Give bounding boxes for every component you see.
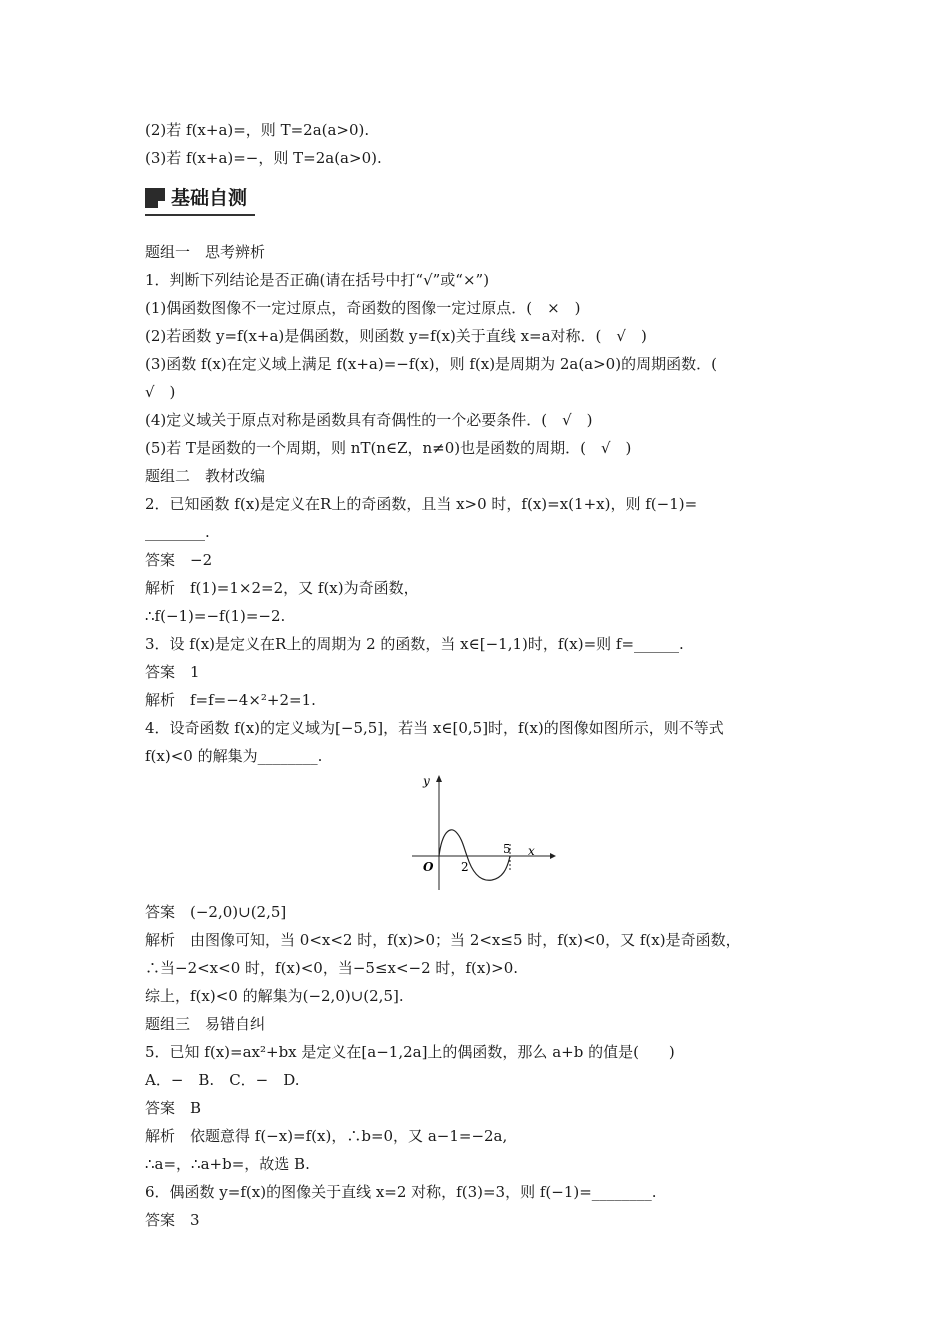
question-1-item-4: (4)定义域关于原点对称是函数具有奇偶性的一个必要条件．( √ ) [145, 411, 593, 429]
group-heading: 题组三 易错自纠 [145, 1015, 266, 1033]
x-tick-label-5: 5 [503, 842, 511, 856]
question-6-stem: 6．偶函数 y=f(x)的图像关于直线 x=2 对称，f(3)=3，则 f(−1)=________. [145, 1183, 657, 1201]
section-underline [145, 214, 255, 216]
question-5-options: A．− B. C．− D. [145, 1071, 300, 1089]
x-axis-arrow-icon [550, 853, 556, 859]
analysis-5: 解析 依题意得 f(−x)=f(x)，∴b=0，又 a−1=−2a, [145, 1127, 508, 1145]
answer-3: 答案 1 [145, 663, 200, 681]
analysis-2: 解析 f(1)=1×2=2，又 f(x)为奇函数， [145, 579, 419, 597]
analysis-4: 解析 由图像可知，当 0<x<2 时，f(x)>0；当 2<x≤5 时，f(x)<0，又 f(x)是奇函数， [145, 931, 741, 949]
question-5-stem: 5．已知 f(x)=ax²+bx 是定义在[a−1,2a]上的偶函数，那么 a+b 的值是( ) [145, 1043, 675, 1061]
section-header [145, 180, 825, 224]
analysis-5-cont: ∴a=，∴a+b=，故选 B. [145, 1155, 310, 1173]
origin-label: O [423, 860, 434, 874]
question-2-blank: ________. [145, 523, 210, 541]
question-1-item-2: (2)若函数 y=f(x+a)是偶函数，则函数 y=f(x)关于直线 x=a对称．( √ ) [145, 327, 647, 345]
answer-4: 答案 (−2,0)∪(2,5] [145, 903, 287, 921]
y-axis-label: y [423, 774, 430, 788]
question-4-stem-cont: f(x)<0 的解集为________. [145, 747, 323, 765]
answer-5: 答案 B [145, 1099, 202, 1117]
question-1-item-3-cont: √ ) [145, 383, 176, 401]
page-content [145, 116, 825, 1234]
x-tick-label-2: 2 [461, 860, 469, 874]
group-heading: 题组二 教材改编 [145, 467, 266, 485]
text-line: (3)若 f(x+a)=−，则 T=2a(a>0). [145, 149, 382, 167]
section-square-icon [145, 188, 165, 208]
answer-2: 答案 −2 [145, 551, 213, 569]
analysis-3: 解析 f=f=−4×²+2=1. [145, 691, 316, 709]
question-1-item-5: (5)若 T是函数的一个周期，则 nT(n∈Z，n≠0)也是函数的周期．( √ ) [145, 439, 632, 457]
question-3-stem: 3．设 f(x)是定义在R上的周期为 2 的函数，当 x∈[−1,1)时，f(x)=则 f=______. [145, 635, 684, 653]
section-title: 基础自测 [171, 187, 248, 209]
answer-6: 答案 3 [145, 1211, 200, 1229]
function-graph [410, 774, 560, 892]
question-1-item-1: (1)偶函数图像不一定过原点，奇函数的图像一定过原点．( × ) [145, 299, 581, 317]
question-4-stem: 4．设奇函数 f(x)的定义域为[−5,5]，若当 x∈[0,5]时，f(x)的图像如图所示，则不等式 [145, 719, 724, 737]
y-axis-arrow-icon [436, 775, 442, 782]
question-2-stem: 2．已知函数 f(x)是定义在R上的奇函数，且当 x>0 时，f(x)=x(1+x)，则 f(−1)= [145, 495, 698, 513]
text-line: (2)若 f(x+a)=，则 T=2a(a>0). [145, 121, 370, 139]
function-graph-figure [145, 770, 825, 898]
analysis-4-cont: ∴当−2<x<0 时，f(x)<0，当−5≤x<−2 时，f(x)>0. [145, 959, 519, 977]
question-1-stem: 1．判断下列结论是否正确(请在括号中打“√”或“×”) [145, 271, 490, 289]
x-axis-label: x [528, 844, 535, 858]
analysis-2-cont: ∴f(−1)=−f(1)=−2. [145, 607, 286, 625]
function-curve [439, 830, 510, 880]
analysis-4-conclusion: 综上，f(x)<0 的解集为(−2,0)∪(2,5]. [145, 987, 404, 1005]
group-heading: 题组一 思考辨析 [145, 243, 266, 261]
question-1-item-3: (3)函数 f(x)在定义域上满足 f(x+a)=−f(x)，则 f(x)是周期为 2a(a>0)的周期函数．( [145, 355, 717, 373]
